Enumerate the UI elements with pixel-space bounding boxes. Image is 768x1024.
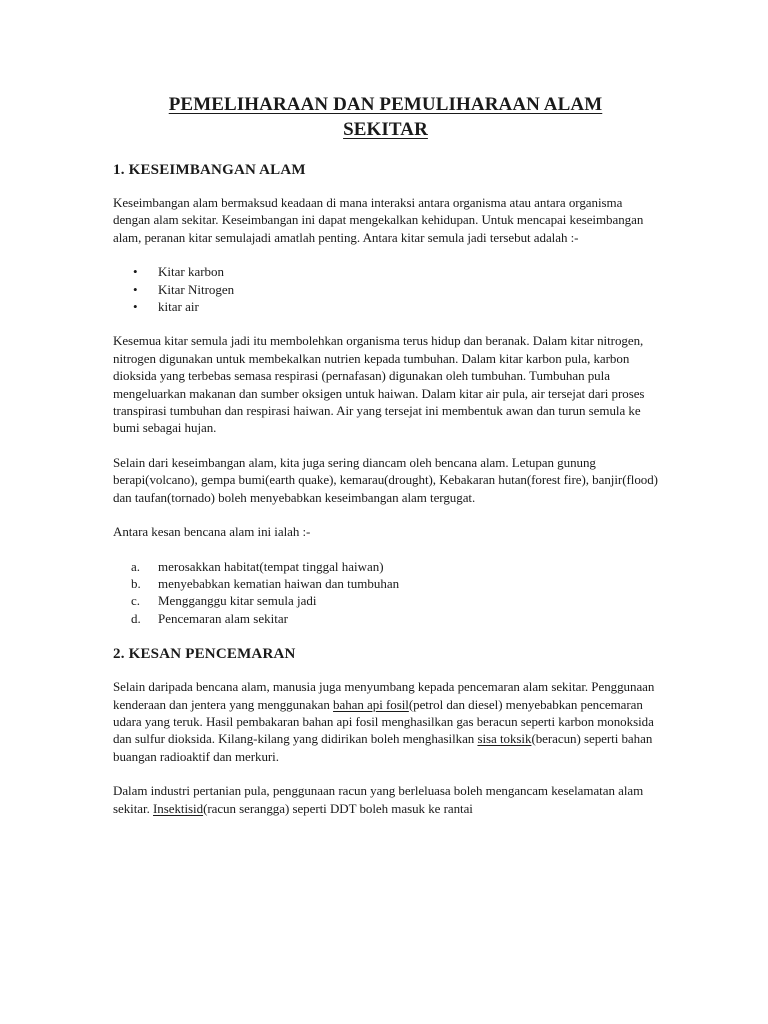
list-item: [113, 281, 658, 298]
list-item-text: merosakkan habitat(tempat tinggal haiwan): [158, 558, 384, 574]
section-heading-keseimbangan: 1. KESEIMBANGAN ALAM: [113, 162, 306, 178]
list-item: [113, 610, 658, 627]
paragraph-disasters: Selain dari keseimbangan alam, kita juga sering diancam oleh bencana alam. Letupan gunung berapi(volcano), gempa bumi(earth quake), kemarau(drought), Kebakaran hutan(forest fire), banjir(flood) dan taufan(tornado) boleh menyebabkan keseimbangan alam tergugat.: [113, 454, 658, 505]
underlined-term-insecticide: Insektisid: [153, 800, 204, 816]
paragraph-agriculture: [113, 782, 658, 817]
list-item: [113, 575, 658, 592]
list-item-text: Pencemaran alam sekitar: [158, 610, 288, 626]
title-line-1: PEMELIHARAAN DAN PEMULIHARAAN ALAM: [168, 94, 603, 115]
text-run: (racun serangga) seperti DDT boleh masuk ke rantai: [203, 800, 473, 816]
paragraph-effects-intro: Antara kesan bencana alam ini ialah :-: [113, 524, 311, 540]
list-marker: a.: [131, 558, 141, 574]
underlined-term-fossil-fuel: bahan api fosil: [333, 696, 409, 712]
document-page: [113, 92, 658, 834]
cycle-list: [113, 263, 658, 315]
list-item-text: menyebabkan kematian haiwan dan tumbuhan: [158, 575, 400, 591]
list-marker: c.: [131, 593, 141, 609]
paragraph-cycles: Kesemua kitar semula jadi itu membolehkan organisma terus hidup dan beranak. Dalam kitar nitrogen, nitrogen digunakan untuk membekalkan nutrien kepada tumbuhan. Dalam kitar karbon pula, karbon dioksida yang terbebas semasa respirasi (pernafasan) digunakan oleh tumbuhan. Tumbuhan pula mengeluarkan makanan dan sumber oksigen untuk haiwan. Dalam kitar air pula, air tersejat dari proses transpirasi tumbuhan dan respirasi haiwan. Air yang tersejat ini membentuk awan dan turun semula ke bumi sebagai hujan.: [113, 333, 645, 436]
title-line-2: SEKITAR: [343, 119, 428, 140]
bullet-icon: •: [133, 299, 138, 315]
list-item-text: Kitar karbon: [158, 264, 225, 280]
underlined-term-toxic-waste: sisa toksik: [477, 731, 532, 747]
list-marker: d.: [131, 610, 141, 626]
list-marker: b.: [131, 575, 141, 591]
section-heading-pencemaran: 2. KESAN PENCEMARAN: [113, 646, 296, 663]
list-item-text: Kitar Nitrogen: [158, 281, 235, 297]
text-run: (beracun) seperti bahan buangan radioaktif dan merkuri.: [113, 731, 653, 764]
text-run: Dalam industri pertanian pula, penggunaan racun yang berleluasa boleh mengancam keselamatan alam sekitar.: [113, 783, 644, 816]
document-title: [113, 92, 658, 142]
bullet-icon: •: [133, 281, 138, 297]
text-run: Selain daripada bencana alam, manusia juga menyumbang kepada pencemaran alam sekitar. Penggunaan kenderaan dan jentera yang menggunakan: [113, 679, 655, 712]
text-run: (petrol dan diesel) menyebabkan pencemaran udara yang teruk. Hasil pembakaran bahan api fosil menghasilkan gas beracun seperti karbon monoksida dan sulfur dioksida. Kilang-kilang yang didirikan boleh menghasilkan: [113, 696, 654, 747]
bullet-icon: •: [133, 264, 138, 280]
paragraph-pollution: [113, 678, 658, 765]
list-item: [113, 558, 658, 575]
list-item: [113, 263, 658, 280]
effects-list: [113, 558, 658, 628]
list-item-text: Mengganggu kitar semula jadi: [158, 593, 317, 609]
list-item: [113, 298, 658, 315]
paragraph-definition: Keseimbangan alam bermaksud keadaan di mana interaksi antara organisma atau antara organisma dengan alam sekitar. Keseimbangan ini dapat mengekalkan kehidupan. Untuk mencapai keseimbangan alam, peranan kitar semulajadi amatlah penting. Antara kitar semula jadi tersebut adalah :-: [113, 195, 644, 245]
list-item-text: kitar air: [158, 299, 199, 315]
list-item: [113, 592, 658, 609]
